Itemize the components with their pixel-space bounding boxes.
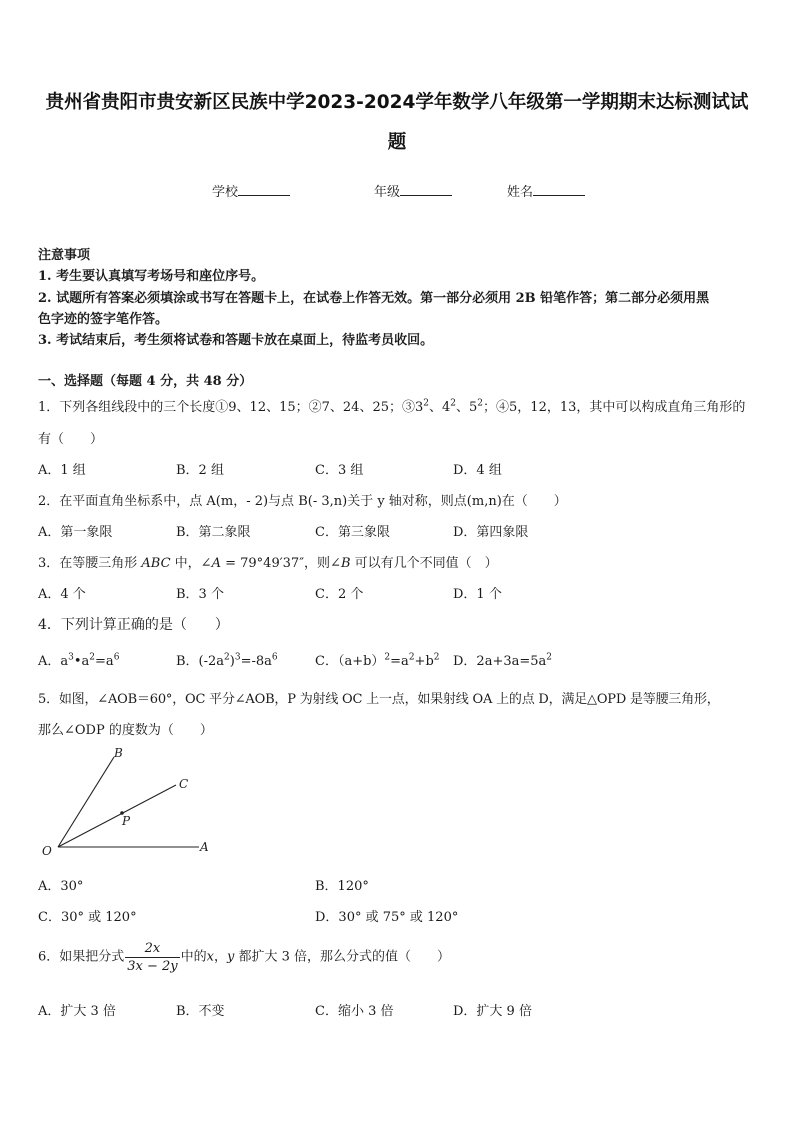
exam-title-line1: 贵州省贵阳市贵安新区民族中学2023-2024学年数学八年级第一学期期末达标测试试: [45, 92, 749, 113]
angle-figure: [36, 745, 226, 860]
question-4-option-b[interactable]: B．$(-2a^2)^3=-8a^6$: [176, 652, 278, 669]
question-4-option-c[interactable]: C．$(a+b)^2=a^2+b^2$: [315, 652, 440, 669]
question-1-option-c[interactable]: C．3 组: [315, 463, 364, 478]
question-2-stem: 2．在平面直角坐标系中，点 A(m，- 2)与点 B(- 3,n)关于 y 轴对称，则点(m,n)在（ ）: [38, 494, 567, 509]
grade-field: [374, 181, 452, 200]
ray-ob: [58, 757, 114, 847]
question-5-stem: 5．如图，∠AOB＝60°，OC 平分∠AOB，P 为射线 OC 上一点，如果射线 OA 上的点 D，满足△OPD 是等腰三角形，: [38, 692, 720, 707]
fraction: $\frac{2x}{3x - 2y}$: [127, 941, 178, 974]
name-field: [507, 181, 585, 200]
notice-item: 1. 考生要认真填写考场号和座位序号。: [38, 269, 265, 284]
school-blank: [238, 183, 290, 196]
question-6-option-d[interactable]: D．扩大 9 倍: [453, 1004, 532, 1019]
question-5-option-b[interactable]: B．120°: [315, 879, 369, 894]
grade-label: 年级: [374, 185, 401, 200]
exam-title-line2: 题: [387, 132, 407, 153]
question-2-option-a[interactable]: A．第一象限: [38, 525, 113, 540]
school-label: 学校: [212, 185, 239, 200]
question-6-option-c[interactable]: C．缩小 3 倍: [315, 1004, 394, 1019]
question-3-option-b[interactable]: B．3 个: [176, 587, 224, 602]
question-1-option-a[interactable]: A．1 组: [38, 463, 86, 478]
question-5-option-d[interactable]: D．30° 或 75° 或 120°: [315, 910, 459, 925]
question-3-option-d[interactable]: D．1 个: [453, 587, 502, 602]
question-3-stem: 3．在等腰三角形 ABC 中，∠A = 79°49′37″，则∠B 可以有几个不同值（ ）: [38, 556, 498, 571]
question-1-stem-line2: 有（ ）: [38, 432, 104, 447]
name-label: 姓名: [507, 185, 534, 200]
question-3-option-a[interactable]: A．4 个: [38, 587, 86, 602]
question-4-stem: 4．下列计算正确的是（ ）: [38, 617, 229, 633]
ray-oc: [58, 785, 176, 847]
name-blank: [533, 183, 585, 196]
question-4-option-d[interactable]: D．$2a+3a=5a^2$: [453, 652, 553, 669]
question-2-option-c[interactable]: C．第三象限: [315, 525, 390, 540]
question-6-option-b[interactable]: B．不变: [176, 1004, 225, 1019]
school-field: [212, 181, 290, 200]
question-6-option-a[interactable]: A．扩大 3 倍: [38, 1004, 116, 1019]
label-c: C: [179, 777, 189, 791]
question-2-option-b[interactable]: B．第二象限: [176, 525, 251, 540]
notice-item: 色字迹的签字笔作答。: [38, 312, 169, 327]
question-1-option-b[interactable]: B．2 组: [176, 463, 224, 478]
question-6-stem: 6．如果把分式 $\frac{2x}{3x - 2y}$ 中的x，y 都扩大 3 倍，那么分式的值（ ）: [38, 941, 451, 974]
question-5-option-c[interactable]: C．30° 或 120°: [38, 910, 137, 925]
label-b: B: [114, 746, 123, 760]
question-4-option-a[interactable]: A．$a^3•a^2=a^6$: [38, 652, 120, 669]
label-o: O: [42, 844, 52, 858]
label-a: A: [200, 840, 209, 854]
label-p: P: [122, 814, 131, 828]
grade-blank: [400, 183, 452, 196]
question-5-option-a[interactable]: A．30°: [38, 879, 84, 894]
section-heading: 一、选择题（每题 4 分，共 48 分）: [38, 374, 253, 389]
notice-item: 2. 试题所有答案必须填涂或书写在答题卡上，在试卷上作答无效。第一部分必须用 2B 铅笔作答；第二部分必须用黑: [38, 291, 710, 306]
question-2-option-d[interactable]: D．第四象限: [453, 525, 529, 540]
notice-item: 3. 考试结束后，考生须将试卷和答题卡放在桌面上，待监考员收回。: [38, 333, 434, 348]
question-1-stem: 1．下列各组线段中的三个长度①9、12、15；②7、24、25；$③3^2$、$4^2$、$5^2$；④5，12，13，其中可以构成直角三角形的: [38, 398, 746, 415]
question-3-option-c[interactable]: C．2 个: [315, 587, 364, 602]
question-5-stem-line2: 那么∠ODP 的度数为（ ）: [38, 723, 213, 738]
question-1-option-d[interactable]: D．4 组: [453, 463, 502, 478]
notice-heading: 注意事项: [38, 248, 91, 263]
